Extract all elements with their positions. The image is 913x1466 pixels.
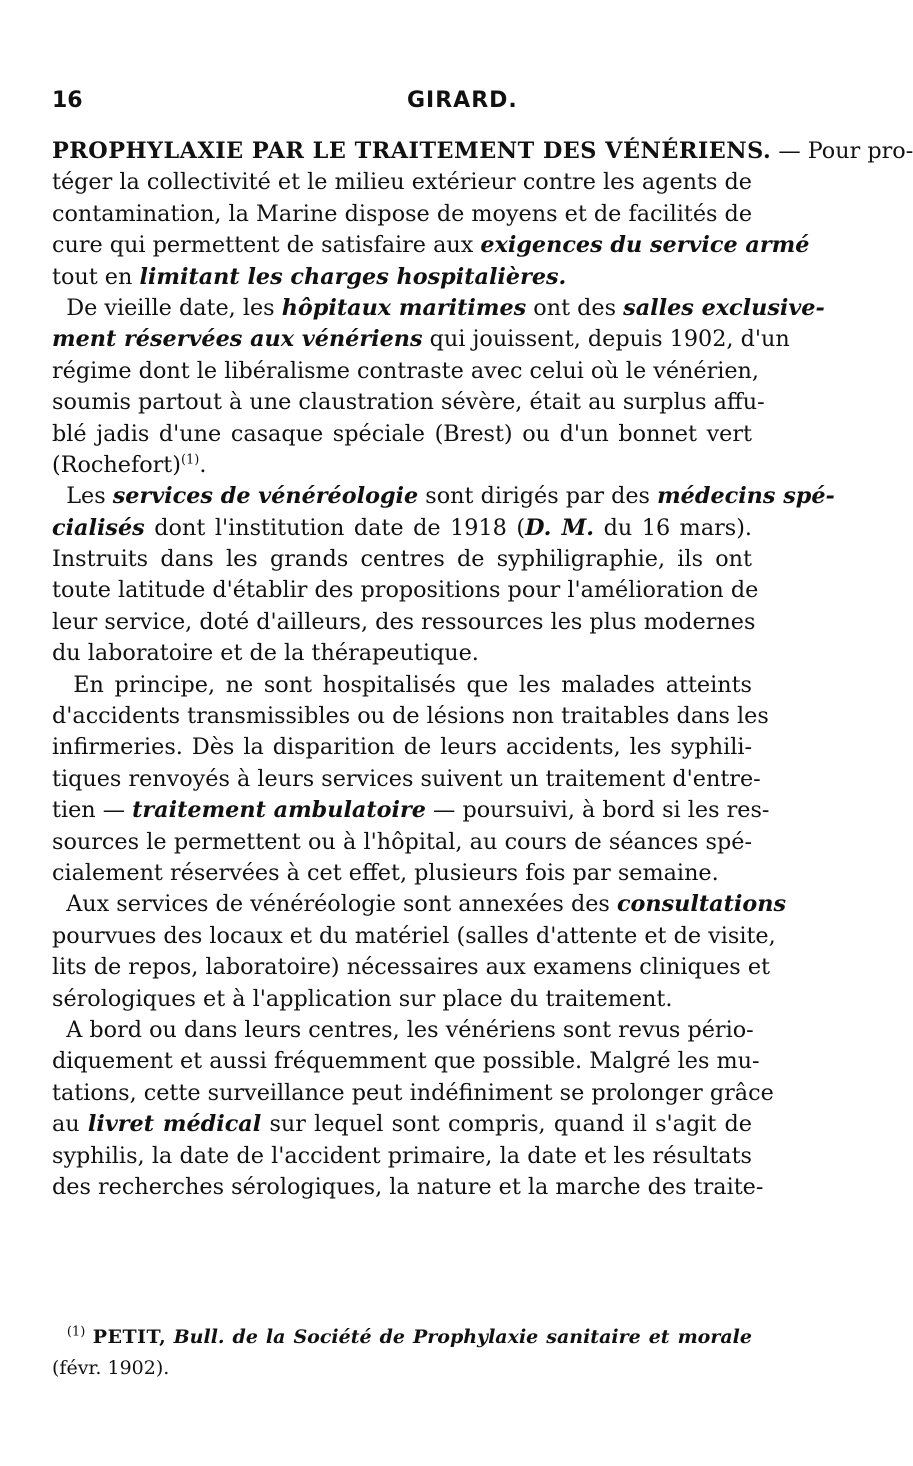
text-run: De vieille date, les (66, 294, 282, 321)
footnote-line (52, 1322, 752, 1353)
text-run: tien — (52, 797, 133, 824)
text-run: tations, cette surveillance peut indéfiniment se prolonger grâce (52, 1079, 774, 1106)
text-line (52, 450, 752, 481)
text-run: qui jouissent, depuis 1902, d'un (422, 326, 790, 353)
text-line (52, 513, 752, 544)
text-line (52, 1172, 764, 1203)
text-line (52, 481, 835, 512)
text-line (52, 732, 752, 763)
text-run: Instruits dans les grands centres de syphiligraphie, ils ont (52, 546, 752, 573)
italic-run: livret médical (87, 1111, 262, 1138)
text-run: téger la collectivité et le milieu extérieur contre les agents de (52, 169, 752, 196)
text-run: soumis partout à une claustration sévère, était au surplus affu- (52, 389, 765, 416)
italic-run: salles exclusive- (623, 294, 825, 321)
text-line (52, 795, 770, 826)
text-run: Les (66, 483, 113, 510)
text-line (52, 199, 752, 230)
text-run: sources le permettent ou à l'hôpital, au cours de séances spé- (52, 828, 752, 855)
text-line (52, 670, 752, 701)
text-run: cure qui permettent de satisfaire aux (52, 232, 481, 259)
text-run: pourvues des locaux et du matériel (salles d'attente et de visite, (52, 922, 776, 949)
italic-run: hôpitaux maritimes (281, 294, 527, 321)
text-line (52, 356, 760, 387)
section-heading: PROPHYLAXIE PAR LE TRAITEMENT DES VÉNÉRIENS. (52, 138, 772, 164)
italic-run: exigences du service armé (480, 232, 810, 259)
footnote-ref: (1) (180, 452, 200, 468)
text-run: cialement réservées à cet effet, plusieurs fois par semaine. (52, 859, 719, 886)
footnote-date: (févr. 1902). (52, 1357, 170, 1379)
text-run: toute latitude d'établir des propositions pour l'amélioration de (52, 577, 759, 604)
text-run: des recherches sérologiques, la nature et la marche des traite- (52, 1173, 764, 1200)
text-run: tiques renvoyés à leurs services suivent un traitement d'entre- (52, 765, 761, 792)
text-line (52, 262, 752, 293)
text-run: Aux services de vénéréologie sont annexées des (66, 891, 617, 918)
text-line (52, 1109, 752, 1140)
text-line (52, 387, 765, 418)
text-run: sont dirigés par des (418, 483, 658, 510)
text-line (52, 858, 752, 889)
text-run: — Pour pro- (771, 138, 913, 164)
text-line (52, 764, 761, 795)
text-run: dont l'institution date de 1918 ( (144, 514, 526, 541)
text-run: sur lequel sont compris, quand il s'agit de (261, 1111, 752, 1138)
text-run: blé jadis d'une casaque spéciale (Brest) ou d'un bonnet vert (52, 420, 752, 447)
text-line (52, 638, 752, 669)
text-line (52, 827, 752, 858)
text-run: En principe, ne sont hospitalisés que les malades atteints (73, 671, 752, 698)
footnote-author: PETIT, (92, 1326, 167, 1348)
text-run: (Rochefort) (52, 451, 181, 478)
footnote-line (52, 1353, 752, 1384)
italic-run: traitement ambulatoire (132, 797, 426, 824)
italic-run: limitant les charges hospitalières. (139, 263, 567, 290)
text-run: d'accidents transmissibles ou de lésions non traitables dans les (52, 703, 769, 730)
italic-run: D. M. (525, 514, 595, 541)
text-run: syphilis, la date de l'accident primaire, la date et les résultats (52, 1142, 752, 1169)
italic-run: médecins spé- (657, 483, 835, 510)
italic-run: consultations (616, 891, 786, 918)
text-run: contamination, la Marine dispose de moyens et de facilités de (52, 200, 753, 227)
text-run: sérologiques et à l'application sur place du traitement. (52, 985, 673, 1012)
text-run: au (52, 1111, 88, 1138)
text-line (52, 921, 776, 952)
text-run: régime dont le libéralisme contraste avec celui où le vénérien, (52, 357, 760, 384)
text-run: ont des (526, 294, 624, 321)
text-line (52, 889, 786, 920)
text-line (52, 136, 913, 167)
footnote-marker: (1) (66, 1324, 86, 1340)
text-line (52, 167, 752, 198)
text-run: diquement et aussi fréquemment que possible. Malgré les mu- (52, 1048, 760, 1075)
running-head: GIRARD. (407, 88, 518, 113)
text-line (52, 544, 752, 575)
text-line (52, 575, 759, 606)
text-line (52, 419, 752, 450)
text-line (52, 952, 770, 983)
page-header (52, 88, 752, 128)
text-line (52, 230, 810, 261)
text-line (52, 1141, 752, 1172)
text-run: . (199, 451, 207, 478)
text-line (52, 324, 790, 355)
text-run: infirmeries. Dès la disparition de leurs accidents, les syphili- (52, 734, 752, 761)
footnote-source: Bull. de la Société de Prophylaxie sanitaire et morale (173, 1326, 752, 1348)
text-run: A bord ou dans leurs centres, les vénériens sont revus pério- (66, 1016, 754, 1043)
text-run: tout en (52, 263, 140, 290)
page-number: 16 (52, 88, 83, 113)
italic-run: ment réservées aux vénériens (52, 326, 423, 353)
text-run: lits de repos, laboratoire) nécessaires aux examens cliniques et (52, 954, 770, 981)
body-text (52, 136, 913, 1203)
text-line (52, 701, 769, 732)
text-line (52, 607, 756, 638)
text-line (52, 984, 752, 1015)
text-run: leur service, doté d'ailleurs, des ressources les plus modernes (52, 608, 756, 635)
text-line (52, 1046, 760, 1077)
text-line (52, 1078, 774, 1109)
text-line (52, 1015, 752, 1046)
text-run: — poursuivi, à bord si les res- (425, 797, 770, 824)
italic-run: cialisés (52, 514, 145, 541)
footnotes (52, 1322, 752, 1384)
italic-run: services de vénéréologie (112, 483, 419, 510)
text-run: du laboratoire et de la thérapeutique. (52, 640, 479, 667)
text-line (52, 293, 825, 324)
text-run: du 16 mars). (594, 514, 753, 541)
